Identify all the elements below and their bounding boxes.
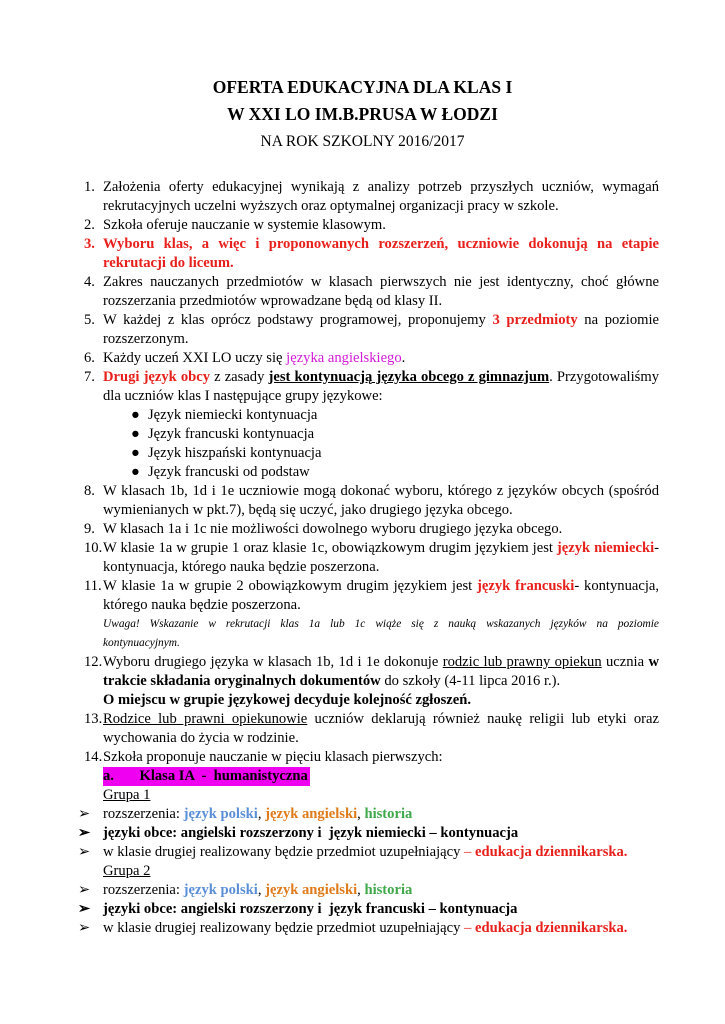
class-section — [78, 767, 659, 938]
list-item — [84, 539, 659, 577]
list-item: ➢ języki obce: angielski rozszerzony i język niemiecki – kontynuacja — [78, 825, 519, 841]
item-number: 5. — [84, 312, 95, 328]
item-text: Szkoła proponuje nauczanie w pięciu klasach pierwszych: — [103, 749, 443, 765]
list-item — [78, 748, 659, 938]
arrow-bullet-icon: ➢ — [78, 920, 91, 936]
list-item — [84, 273, 659, 311]
underlined-text: Rodzice lub prawni opiekunowie — [103, 711, 308, 727]
class-heading: a. Klasa IA - humanistyczna — [103, 768, 308, 784]
highlight-text: język francuski — [477, 578, 575, 594]
arrow-bullet-icon: ➢ — [78, 882, 91, 898]
item-text: na poziomie rozszerzonym. — [103, 312, 659, 347]
item-text: do szkoły (4-11 lipca 2016 r.). — [380, 673, 561, 689]
item-text: W klasie 1a w grupie 1 oraz klasie 1c, obowiązkowym drugim językiem jest — [103, 540, 557, 556]
highlight-text: język niemiecki — [556, 540, 655, 556]
document-subtitle: NA ROK SZKOLNY 2016/2017 — [260, 133, 465, 150]
item-text: Założenia oferty edukacyjnej wynikają z analizy potrzeb przyszłych uczniów, wymagań rekrutacyjnych uczelni wyższych oraz optymalnej organizacji pracy w szkole. — [103, 179, 659, 214]
underlined-text: rodzic lub prawny opiekun — [442, 654, 602, 670]
list-item — [84, 710, 659, 748]
group-heading: Grupa 2 — [103, 863, 151, 879]
note-text: Uwaga! Wskazanie w rekrutacji klas 1a lub 1c wiąże się z nauką wskazanych języków na poziomie kontynuacyjnym. — [103, 618, 659, 649]
document-title-line-1: OFERTA EDUKACYJNA DLA KLAS I — [212, 77, 513, 97]
item-number: 10. — [84, 540, 103, 556]
item-text: uczniów deklarują również naukę religii lub etyki oraz wychowania do życia w rodzinie. — [103, 711, 659, 746]
item-text: z zasady — [210, 369, 269, 385]
list-item — [84, 653, 659, 710]
item-number: 6. — [84, 350, 95, 366]
list-item: ● Język niemiecki kontynuacja — [131, 407, 318, 423]
list-item: ➢ rozszerzenia: język polski, język angielski, historia — [78, 806, 413, 822]
list-item: ● Język hiszpański kontynuacja — [131, 445, 322, 461]
group-heading: Grupa 1 — [103, 787, 151, 803]
item-number: 7. — [84, 369, 95, 385]
item-text: W klasach 1a i 1c nie możliwości dowolnego wyboru drugiego języka obcego. — [103, 521, 563, 537]
list-item — [84, 235, 659, 273]
bullet-icon: ● — [131, 445, 140, 461]
item-number: 8. — [84, 483, 95, 499]
highlight-text: języka angielskiego — [286, 350, 402, 366]
underlined-text: jest kontynuacją języka obcego z gimnazjum — [268, 369, 550, 385]
item-text: W każdej z klas oprócz podstawy programowej, proponujemy — [103, 312, 493, 328]
arrow-bullet-icon: ➢ — [78, 901, 91, 917]
highlight-text: 3 przedmioty — [492, 312, 578, 328]
list-item — [84, 482, 659, 520]
item-text: W klasach 1b, 1d i 1e uczniowie mogą dokonać wyboru, którego z języków obcych (spośród wymienianych w pkt.7), będą się uczyć, jako drugiego języka obcego. — [103, 483, 659, 518]
item-number: 14. — [84, 749, 103, 765]
list-item — [84, 311, 659, 349]
item-text: Wyboru klas, a więc i proponowanych rozszerzeń, uczniowie dokonują na etapie rekrutacji do liceum. — [103, 236, 659, 271]
list-item: ● Język francuski od podstaw — [131, 464, 310, 480]
arrow-bullet-icon: ➢ — [78, 844, 91, 860]
list-item: ➢ w klasie drugiej realizowany będzie przedmiot uzupełniający – edukacja dziennikarska. — [78, 844, 628, 860]
item-text: . — [401, 350, 406, 366]
list-item: ➢ języki obce: angielski rozszerzony i język francuski – kontynuacja — [78, 901, 518, 917]
item-number: 11. — [84, 578, 102, 594]
item-text: . Przygotowaliśmy dla uczniów klas I następujące grupy językowe: — [103, 369, 659, 404]
item-number: 13. — [84, 711, 103, 727]
arrow-bullet-icon: ➢ — [78, 806, 91, 822]
document-title-line-2: W XXI LO IM.B.PRUSA W ŁODZI — [227, 104, 498, 124]
item-number: 9. — [84, 521, 95, 537]
item-number: 2. — [84, 217, 95, 233]
bold-text: O miejscu w grupie językowej decyduje kolejność zgłoszeń. — [103, 692, 472, 708]
bullet-icon: ● — [131, 464, 140, 480]
item-text: Wyboru drugiego języka w klasach 1b, 1d i 1e dokonuje — [103, 654, 443, 670]
bullet-icon: ● — [131, 407, 140, 423]
language-group-list — [103, 406, 659, 482]
list-item — [84, 368, 659, 482]
list-item — [84, 520, 659, 539]
item-text: W klasie 1a w grupie 2 obowiązkowym drugim językiem jest — [103, 578, 478, 594]
arrow-bullet-icon: ➢ — [78, 825, 91, 841]
item-text: Zakres nauczanych przedmiotów w klasach pierwszych nie jest identyczny, choć główne rozszerzania przedmiotów wprowadzane będą od klasy II. — [103, 274, 659, 309]
list-item — [84, 216, 659, 235]
list-item: ● Język francuski kontynuacja — [131, 426, 315, 442]
item-text: ucznia — [601, 654, 649, 670]
list-item: ➢ rozszerzenia: język polski, język angielski, historia — [78, 882, 413, 898]
bold-text: w trakcie składania oryginalnych dokumentów — [103, 654, 659, 689]
item-text: Szkoła oferuje nauczanie w systemie klasowym. — [103, 217, 386, 233]
item-text: - kontynuacja, którego nauka będzie poszerzona. — [103, 540, 659, 575]
item-number: 12. — [84, 654, 103, 670]
list-item — [84, 349, 659, 368]
numbered-list — [78, 178, 660, 938]
list-item — [84, 577, 659, 653]
item-text: Każdy uczeń XXI LO uczy się — [103, 350, 287, 366]
list-item: ➢ w klasie drugiej realizowany będzie przedmiot uzupełniający – edukacja dziennikarska. — [78, 920, 628, 936]
item-number: 1. — [84, 179, 95, 195]
list-item — [84, 178, 659, 216]
item-number: 4. — [84, 274, 95, 290]
item-number: 3. — [84, 236, 95, 252]
highlight-text: Drugi język obcy — [103, 369, 211, 385]
item-text: - kontynuacja, którego nauka będzie poszerzona. — [103, 578, 660, 613]
bullet-icon: ● — [131, 426, 140, 442]
